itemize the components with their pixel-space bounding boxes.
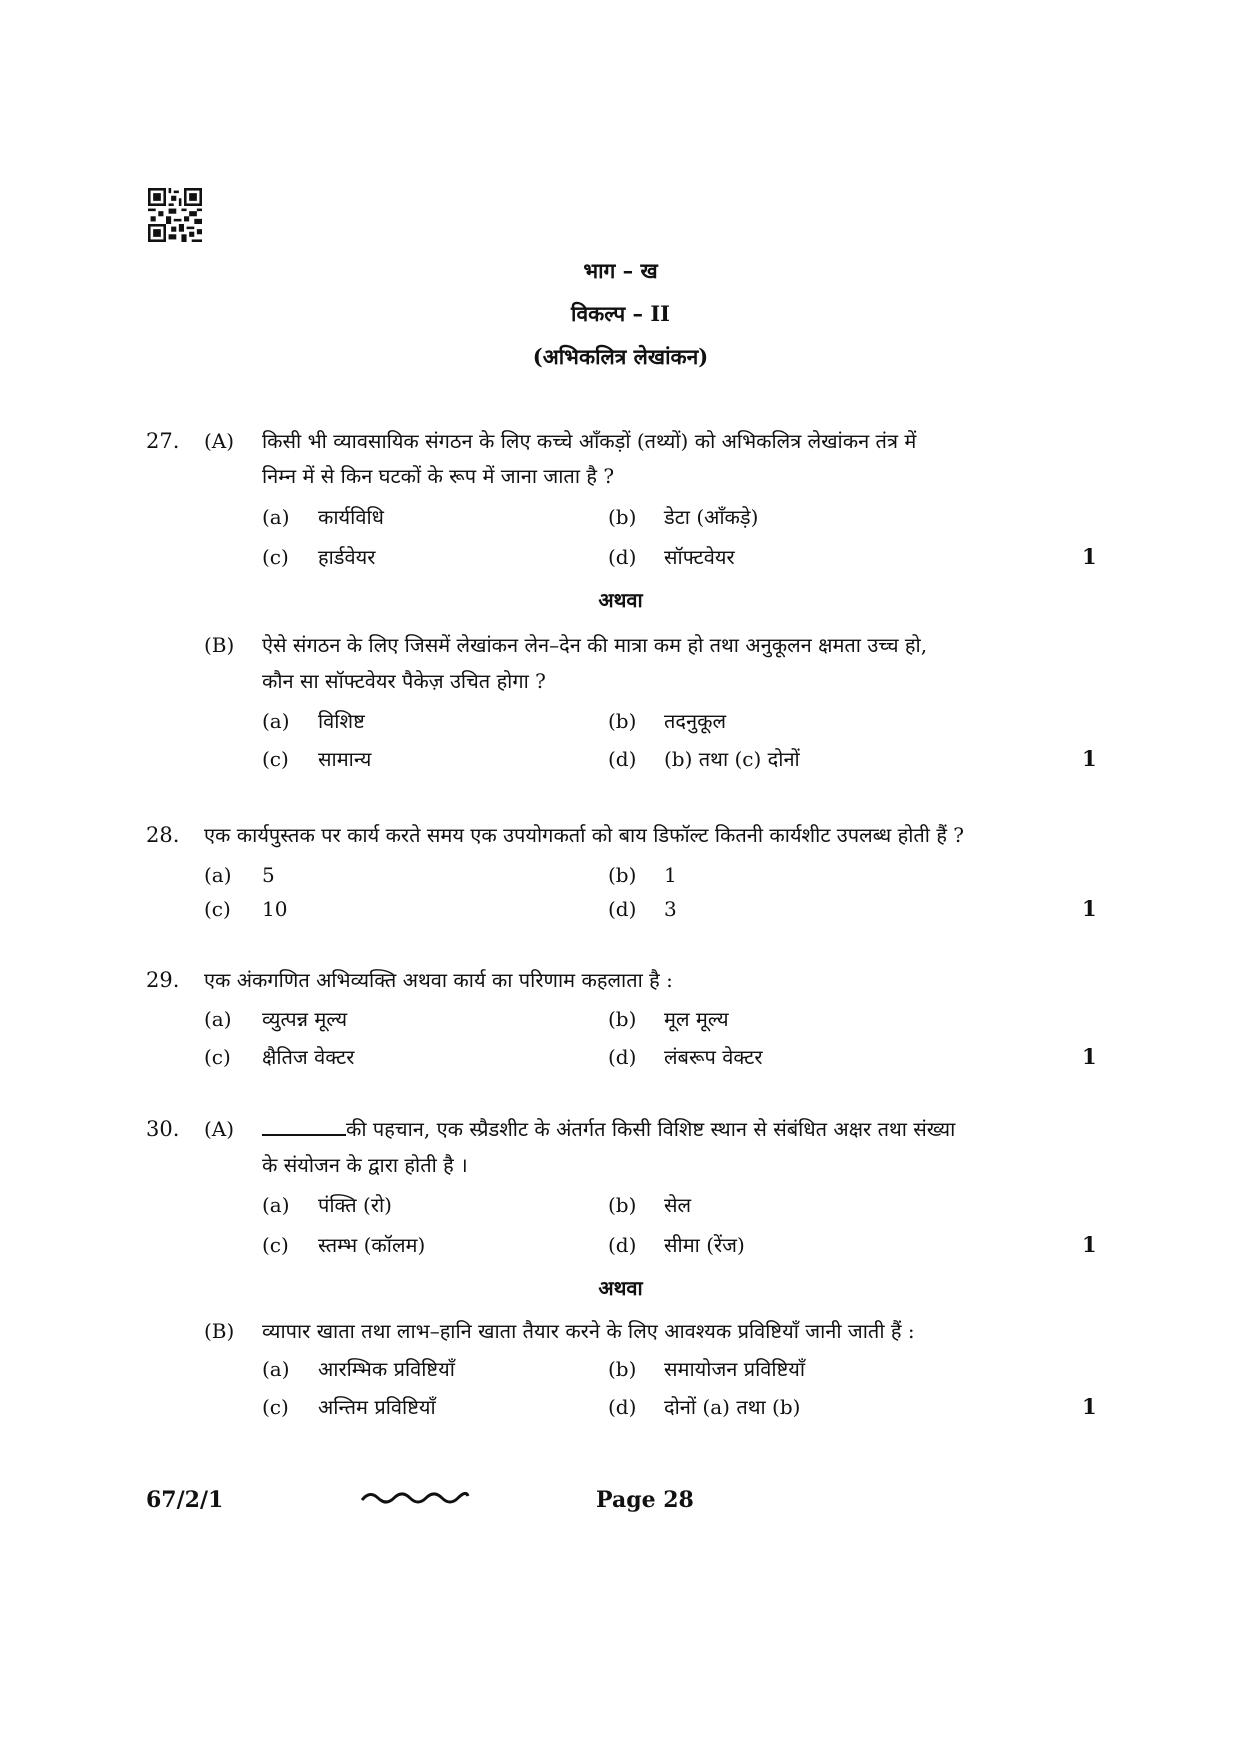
question-text: के संयोजन के द्वारा होती है । — [262, 1153, 468, 1177]
question-text-rest: की पहचान, एक स्प्रैडशीट के अंतर्गत किसी विशिष्ट स्थान से संबंधित अक्षर तथा संख्या — [346, 1117, 956, 1141]
option-label: (b) — [608, 1357, 637, 1381]
option-text: क्षैतिज वेक्टर — [262, 1045, 355, 1069]
option-text: आरम्भिक प्रविष्टियाँ — [318, 1357, 455, 1381]
option-label: (c) — [262, 545, 289, 569]
option-text: 3 — [664, 897, 677, 921]
option-label: (d) — [608, 897, 637, 921]
subject-heading: (अभिकलित्र लेखांकन) — [532, 344, 709, 369]
option-text: पंक्ति (रो) — [318, 1193, 392, 1217]
part-label: (A) — [204, 1117, 235, 1141]
marks: 1 — [1082, 1394, 1097, 1419]
option-text: सीमा (रेंज) — [664, 1233, 745, 1257]
question-text: एक कार्यपुस्तक पर कार्य करते समय एक उपयोगकर्ता को बाय डिफॉल्ट कितनी कार्यशीट उपलब्ध होती हैं ? — [204, 823, 965, 847]
part-label: (A) — [204, 429, 235, 453]
option-label: (c) — [204, 1045, 231, 1069]
wave-decoration-icon — [360, 1488, 470, 1508]
question-text: व्यापार खाता तथा लाभ–हानि खाता तैयार करने के लिए आवश्यक प्रविष्टियाँ जानी जाती हैं : — [262, 1319, 915, 1343]
option-label: (a) — [262, 709, 290, 733]
question-number: 29. — [146, 968, 180, 992]
option-label: (c) — [262, 1233, 289, 1257]
option-text: (b) तथा (c) दोनों — [664, 747, 800, 771]
marks: 1 — [1082, 1232, 1097, 1257]
option-label: (b) — [608, 709, 637, 733]
option-label: (b) — [608, 863, 637, 887]
option-text: 5 — [262, 863, 275, 887]
option-label: (c) — [204, 897, 231, 921]
option-text: सामान्य — [318, 747, 372, 771]
option-text: डेटा (आँकड़े) — [664, 505, 759, 529]
option-text: हार्डवेयर — [318, 545, 376, 569]
option-label: (d) — [608, 747, 637, 771]
option-label: (d) — [608, 1395, 637, 1419]
question-number: 28. — [146, 823, 180, 847]
qr-code-icon — [148, 188, 202, 242]
question-text: कौन सा सॉफ्टवेयर पैकेज़ उचित होगा ? — [262, 669, 546, 693]
option-text: लंबरूप वेक्टर — [664, 1045, 763, 1069]
option-label: (a) — [262, 505, 290, 529]
option-text: दोनों (a) तथा (b) — [664, 1395, 801, 1419]
question-text: किसी भी व्यावसायिक संगठन के लिए कच्चे आँकड़ों (तथ्यों) को अभिकलित्र लेखांकन तंत्र में — [262, 429, 917, 453]
marks: 1 — [1082, 544, 1097, 569]
option-label: (a) — [204, 1007, 232, 1031]
option-label: (a) — [262, 1357, 290, 1381]
option-text: तदनुकूल — [664, 709, 727, 733]
question-text: एक अंकगणित अभिव्यक्ति अथवा कार्य का परिणाम कहलाता है : — [204, 968, 673, 992]
fill-in-blank — [262, 1114, 346, 1136]
question-text — [262, 1112, 955, 1146]
option-text: व्युत्पन्न मूल्य — [262, 1007, 348, 1031]
page-number: Page 28 — [596, 1487, 694, 1513]
marks: 1 — [1082, 1044, 1097, 1069]
option-text: 1 — [664, 863, 677, 887]
option-text: कार्यविधि — [318, 505, 384, 529]
marks: 1 — [1082, 746, 1097, 771]
option-text: सेल — [664, 1193, 692, 1217]
option-label: (d) — [608, 545, 637, 569]
section-heading: भाग – ख — [583, 258, 658, 283]
question-text: ऐसे संगठन के लिए जिसमें लेखांकन लेन–देन की मात्रा कम हो तथा अनुकूलन क्षमता उच्च हो, — [262, 633, 928, 657]
option-label: (a) — [262, 1193, 290, 1217]
option-label: (b) — [608, 1007, 637, 1031]
question-text: निम्न में से किन घटकों के रूप में जाना जाता है ? — [262, 464, 615, 488]
option-heading: विकल्प – II — [571, 301, 670, 326]
option-text: विशिष्ट — [318, 709, 365, 733]
part-label: (B) — [204, 1319, 235, 1343]
option-text: 10 — [262, 897, 288, 921]
question-number: 27. — [146, 429, 180, 453]
or-separator: अथवा — [598, 588, 643, 612]
option-label: (d) — [608, 1045, 637, 1069]
option-label: (b) — [608, 1193, 637, 1217]
or-separator: अथवा — [598, 1276, 643, 1300]
paper-code: 67/2/1 — [146, 1487, 224, 1513]
option-label: (a) — [204, 863, 232, 887]
part-label: (B) — [204, 633, 235, 657]
option-text: अन्तिम प्रविष्टियाँ — [318, 1395, 436, 1419]
option-label: (c) — [262, 747, 289, 771]
option-text: समायोजन प्रविष्टियाँ — [664, 1357, 806, 1381]
option-text: मूल मूल्य — [664, 1007, 729, 1031]
option-text: सॉफ्टवेयर — [664, 545, 735, 569]
question-number: 30. — [146, 1117, 180, 1141]
option-text: स्तम्भ (कॉलम) — [318, 1233, 426, 1257]
option-label: (b) — [608, 505, 637, 529]
marks: 1 — [1082, 896, 1097, 921]
option-label: (c) — [262, 1395, 289, 1419]
option-label: (d) — [608, 1233, 637, 1257]
